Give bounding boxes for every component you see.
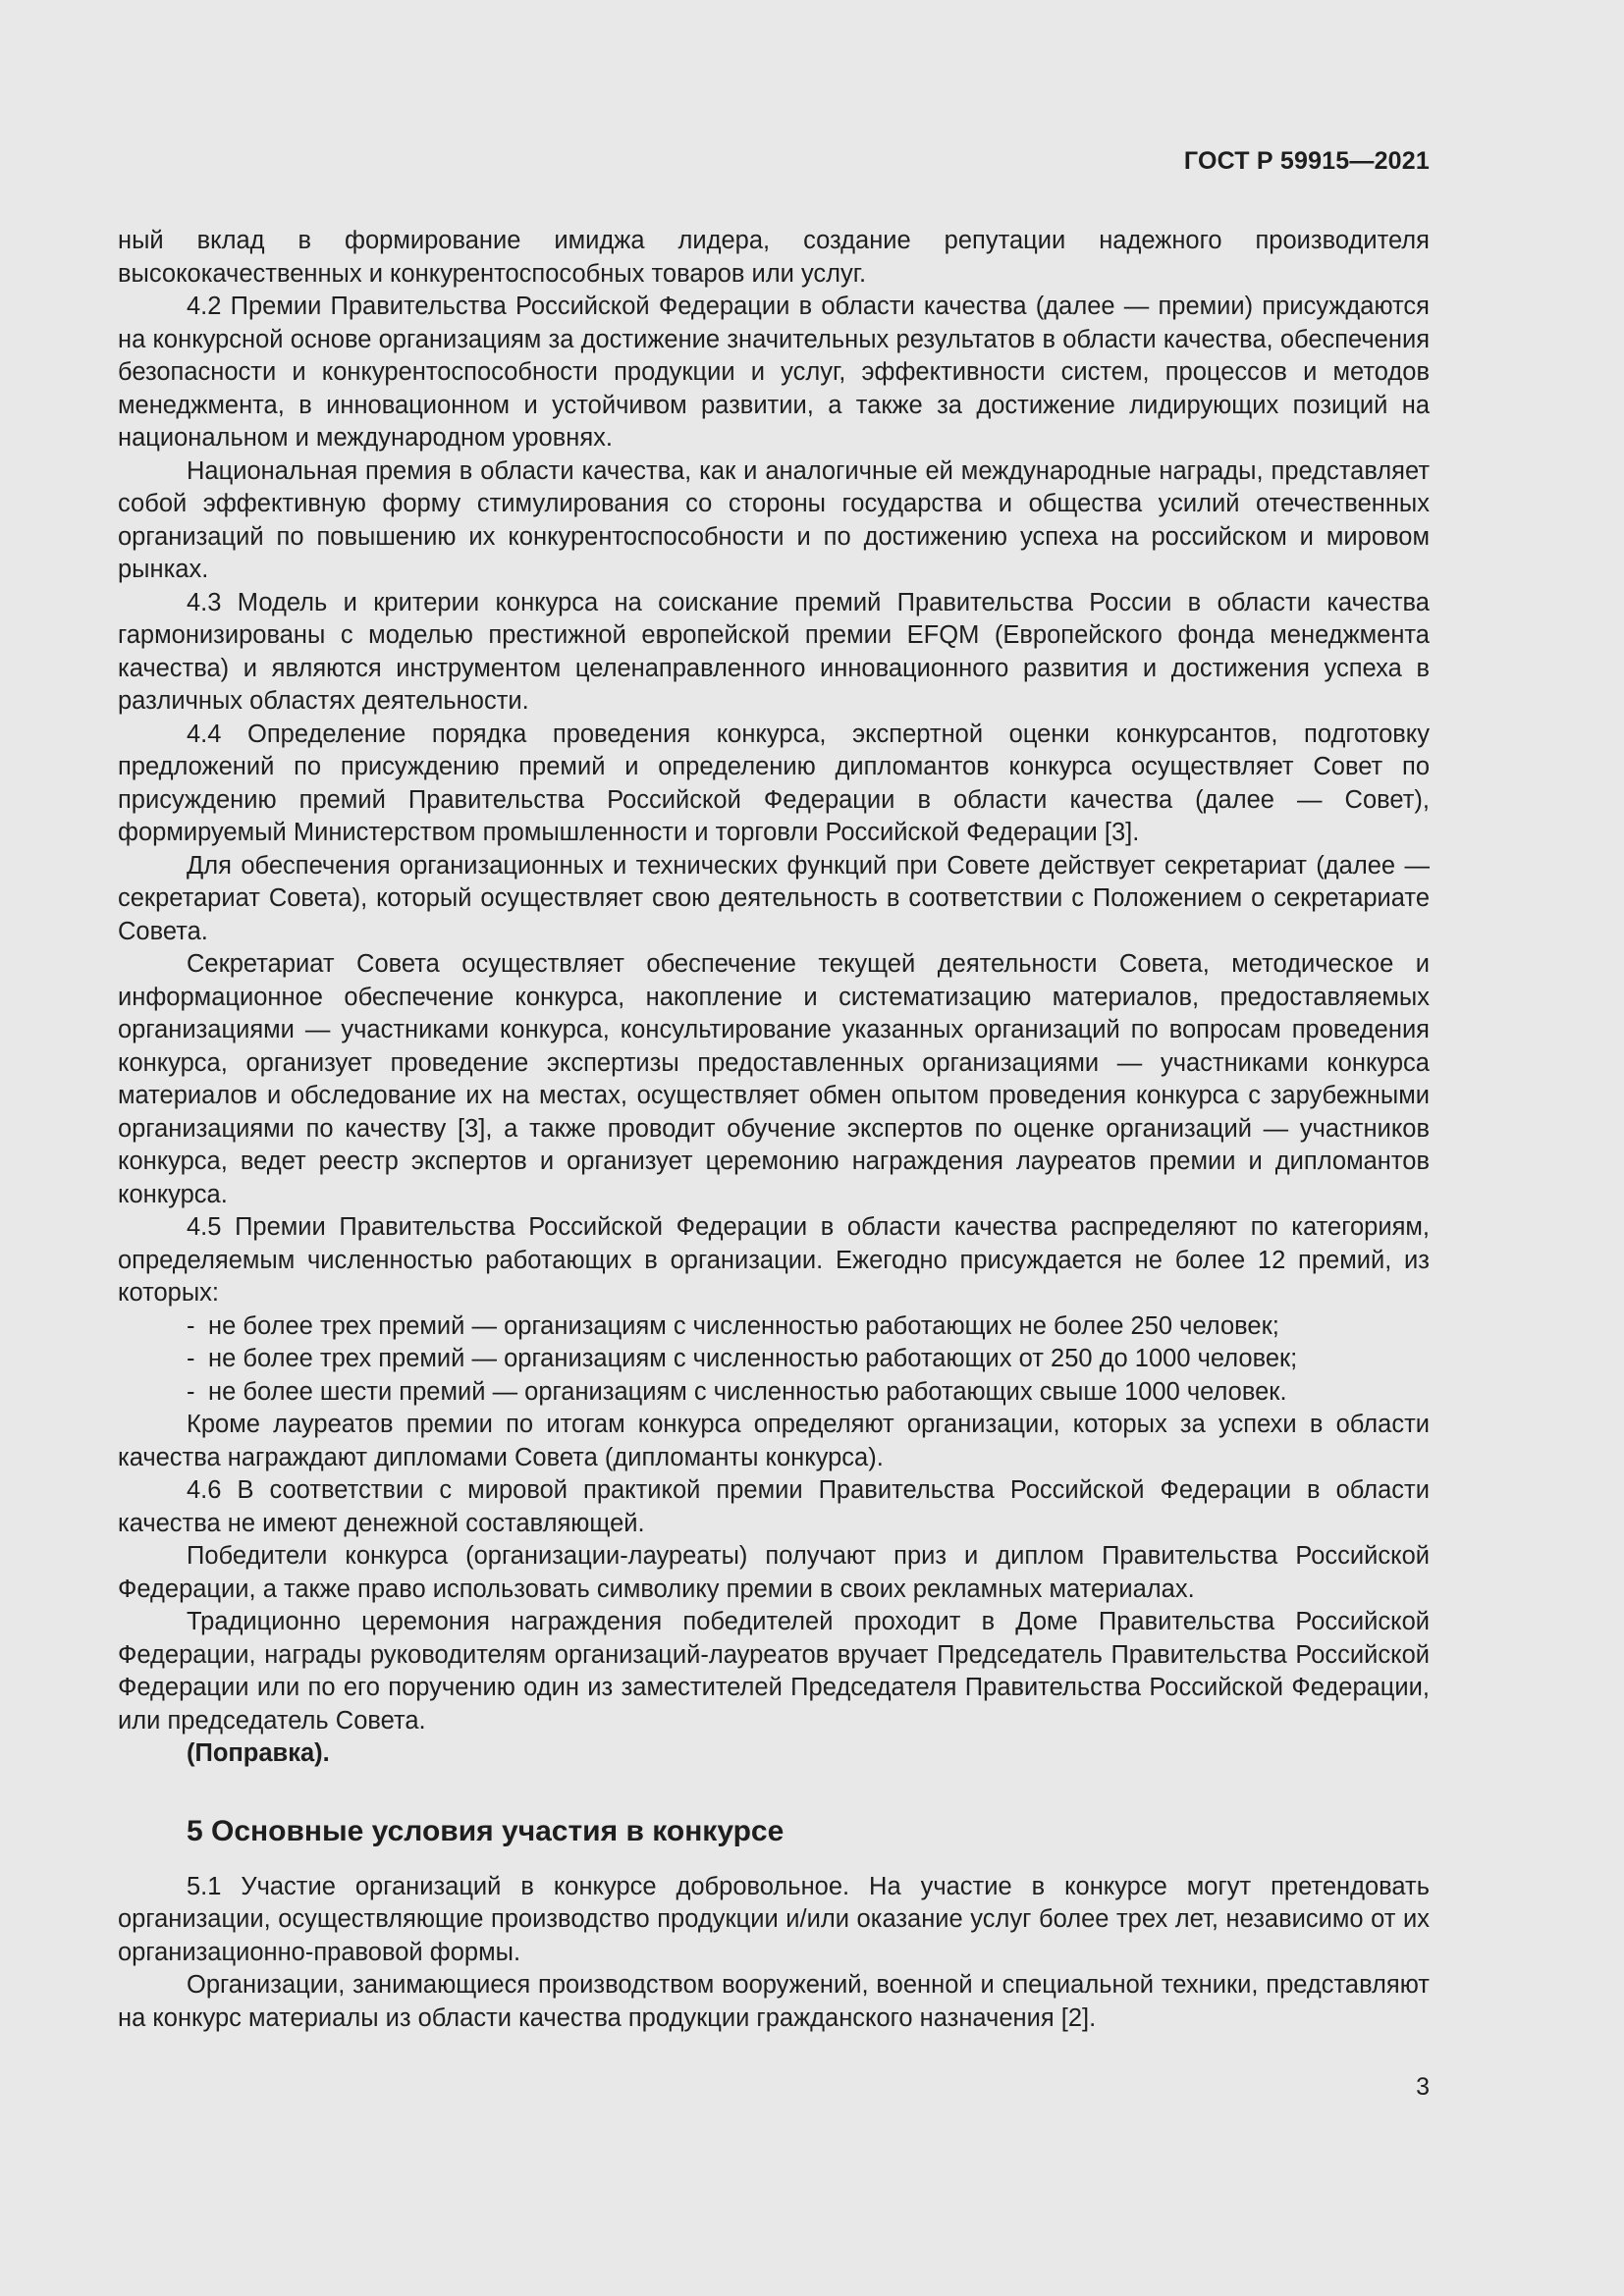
list-item: [118, 1310, 1430, 1344]
section-5-heading: 5 Основные условия участия в конкурсе: [187, 1814, 785, 1847]
paragraph-winners: Победители конкурса (организации-лауреаты) получают приз и диплом Правительства Российской Федерации, а также право использовать символику премии в своих рекламных материалах.: [118, 1542, 1430, 1603]
paragraph-national-award: Национальная премия в области качества, как и аналогичные ей международные награды, представляет собой эффективную форму стимулирования со стороны государства и общества усилий отечественных организаций по повышению их конкурентоспособности и по достижению успеха на российском и мировом рынках.: [118, 456, 1430, 583]
list-dash: -: [187, 1377, 195, 1406]
page-number: 3: [1416, 2073, 1430, 2101]
paragraph-defense-organizations: Организации, занимающиеся производством вооружений, военной и специальной техники, представляют на конкурс материалы из области качества продукции гражданского назначения [2].: [118, 1971, 1430, 2032]
paragraph-4-3: 4.3 Модель и критерии конкурса на соискание премий Правительства России в области качества гармонизированы с моделью престижной европейской премии EFQM (Европейского фонда менеджмента качества) и являются инструментом целенаправленного инновационного развития и достижения успеха в различных областях деятельности.: [118, 588, 1430, 715]
paragraph-4-4: 4.4 Определение порядка проведения конкурса, экспертной оценки конкурсантов, подготовку предложений по присуждению премий и определению дипломантов конкурса осуществляет Совет по присуждению премий Правительства Российской Федерации в области качества (далее — Совет), формируемый Министерством промышленности и торговли Российской Федерации [3].: [118, 720, 1430, 846]
paragraph-secretariat-duties: Секретариат Совета осуществляет обеспечение текущей деятельности Совета, методическое и информационное обеспечение конкурса, накопление и систематизацию материалов, предоставляемых организациями — участниками конкурса, консультирование указанных организаций по вопросам проведения конкурса, организует проведение экспертизы предоставленных организациями — участниками конкурса материалов и обследование их на местах, осуществляет обмен опытом проведения конкурса с зарубежными организациями по качеству [3], а также проводит обучение экспертов по оценке организаций — участников конкурса, ведет реестр экспертов и организует церемонию награждения лауреатов премии и дипломантов конкурса.: [118, 950, 1430, 1208]
list-item-text: не более шести премий — организациям с численностью работающих свыше 1000 человек.: [208, 1377, 1287, 1406]
list-dash: -: [187, 1345, 195, 1372]
document-body: [118, 225, 1430, 2035]
list-item: [118, 1376, 1430, 1410]
list-item-text: не более трех премий — организациям с численностью работающих не более 250 человек;: [208, 1311, 1279, 1340]
list-item: [118, 1343, 1430, 1376]
paragraph-continuation: ный вклад в формирование имиджа лидера, создание репутации надежного производителя высококачественных и конкурентоспособных товаров или услуг.: [118, 227, 1430, 288]
paragraph-diplomas: Кроме лауреатов премии по итогам конкурса определяют организации, которых за успехи в области качества награждают дипломами Совета (дипломанты конкурса).: [118, 1411, 1430, 1471]
list-dash: -: [187, 1311, 195, 1340]
paragraph-secretariat: Для обеспечения организационных и технических функций при Совете действует секретариат (далее — секретариат Совета), который осуществляет свою деятельность в соответствии с Положением о секретариате Совета.: [118, 851, 1430, 945]
document-code-header: ГОСТ Р 59915—2021: [1183, 147, 1430, 175]
paragraph-4-2: 4.2 Премии Правительства Российской Федерации в области качества (далее — премии) присуждаются на конкурсной основе организациям за достижение значительных результатов в области качества, обеспечения безопасности и конкурентоспособности продукции и услуг, эффективности систем, процессов и методов менеджмента, в инновационном и устойчивом развитии, а также за достижение лидирующих позиций на национальном и международном уровнях.: [118, 293, 1430, 452]
paragraph-4-6: 4.6 В соответствии с мировой практикой премии Правительства Российской Федерации в области качества не имеют денежной составляющей.: [118, 1476, 1430, 1537]
paragraph-4-5: 4.5 Премии Правительства Российской Федерации в области качества распределяют по категориям, определяемым численностью работающих в организации. Ежегодно присуждается не более 12 премий, из которых:: [118, 1213, 1430, 1307]
list-item-text: не более трех премий — организациям с численностью работающих от 250 до 1000 человек;: [208, 1345, 1298, 1372]
amendment-note: (Поправка).: [187, 1739, 330, 1767]
paragraph-5-1: 5.1 Участие организаций в конкурсе добровольное. На участие в конкурсе могут претендовать организации, осуществляющие производство продукции и/или оказание услуг более трех лет, независимо от их организационно-правовой формы.: [118, 1872, 1430, 1966]
paragraph-ceremony: Традиционно церемония награждения победителей проходит в Доме Правительства Российской Федерации, награды руководителям организаций-лауреатов вручает Председатель Правительства Российской Федерации или по его поручению один из заместителей Председателя Правительства Российской Федерации, или председатель Совета.: [118, 1608, 1430, 1735]
